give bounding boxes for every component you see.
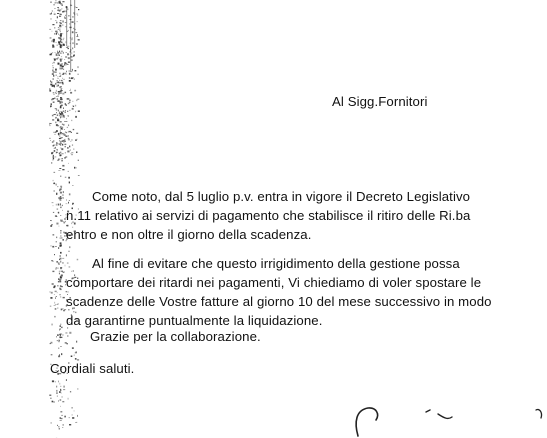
paragraph-decree [66,187,471,244]
text-line: entro e non oltre il giorno della scadenza. [66,227,312,242]
text-line: da garantirne puntualmente la liquidazione. [66,313,323,328]
recipient-line: Al Sigg.Fornitori [332,94,428,109]
text-line: comportare dei ritardi nei pagamenti, Vi chiediamo di voler spostare le [66,275,482,290]
text-line: Come noto, dal 5 luglio p.v. entra in vigore il Decreto Legislativo [92,189,471,204]
text-line: n.11 relativo ai servizi di pagamento che stabilisce il ritiro delle Ri.ba [66,208,471,223]
text-line: Al fine di evitare che questo irrigidimento della gestione possa [92,256,460,271]
paragraph-request [66,254,492,330]
signature-scribble [340,396,547,438]
text-line: scadenze delle Vostre fatture al giorno 10 del mese successivo in modo [66,294,492,309]
thanks-line: Grazie per la collaborazione. [90,329,261,344]
closing-line: Cordiali saluti. [50,361,135,376]
